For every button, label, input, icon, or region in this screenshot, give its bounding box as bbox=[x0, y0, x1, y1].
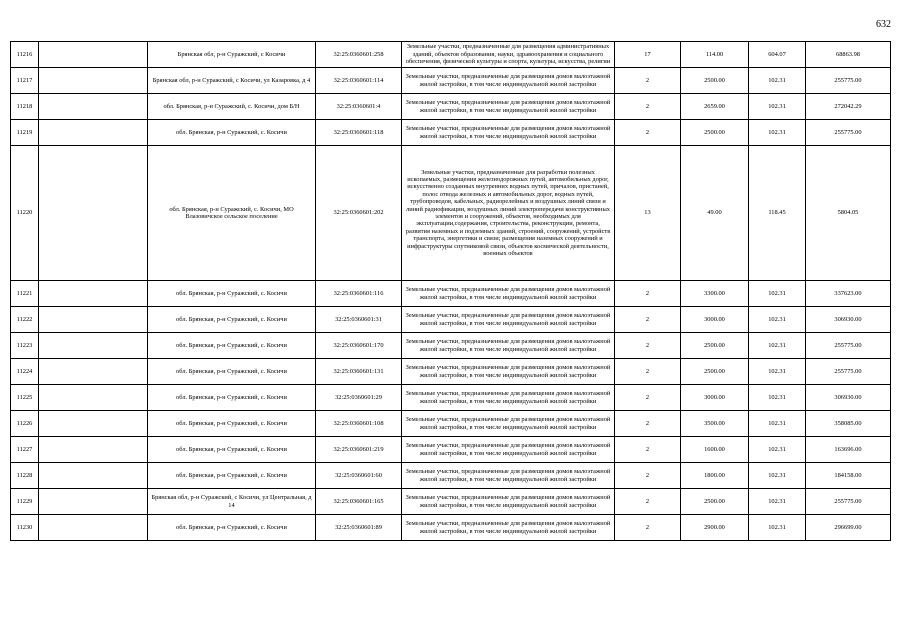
cell-area: 114.00 bbox=[681, 42, 749, 68]
table-row bbox=[11, 42, 891, 68]
cell-cadastral-number: 32:25:0360601:170 bbox=[316, 333, 402, 359]
cell-cadastral-value: 184158.00 bbox=[806, 463, 891, 489]
table-row bbox=[11, 307, 891, 333]
cell-area: 3500.00 bbox=[681, 411, 749, 437]
cell-land-use-purpose: Земельные участки, предназначенные для размещения домов малоэтажной жилой застройки, в том числе индивидуальной жилой застройки bbox=[402, 385, 615, 411]
cell-empty bbox=[39, 437, 148, 463]
cell-empty bbox=[39, 359, 148, 385]
cell-empty bbox=[39, 515, 148, 541]
cell-record-id: 11220 bbox=[11, 146, 39, 281]
cell-cadastral-number: 32:25:0360601:116 bbox=[316, 281, 402, 307]
cell-use-group-code: 2 bbox=[615, 515, 681, 541]
cell-cadastral-value: 306930.00 bbox=[806, 385, 891, 411]
cell-record-id: 11221 bbox=[11, 281, 39, 307]
cell-area: 3000.00 bbox=[681, 385, 749, 411]
cell-cadastral-value: 68863.98 bbox=[806, 42, 891, 68]
cell-land-use-purpose: Земельные участки, предназначенные для размещения домов малоэтажной жилой застройки, в том числе индивидуальной жилой застройки bbox=[402, 515, 615, 541]
cell-use-group-code: 17 bbox=[615, 42, 681, 68]
cell-record-id: 11222 bbox=[11, 307, 39, 333]
table-row bbox=[11, 146, 891, 281]
cell-address: обл. Брянская, р-н Суражский, с. Косичи bbox=[148, 437, 316, 463]
cell-cadastral-value: 255775.00 bbox=[806, 333, 891, 359]
cell-use-group-code: 2 bbox=[615, 120, 681, 146]
cell-cadastral-value: 337623.00 bbox=[806, 281, 891, 307]
table-row bbox=[11, 94, 891, 120]
cell-record-id: 11225 bbox=[11, 385, 39, 411]
cell-use-group-code: 2 bbox=[615, 68, 681, 94]
cell-specific-cadastral-value: 102.31 bbox=[749, 68, 806, 94]
cell-use-group-code: 2 bbox=[615, 281, 681, 307]
cell-cadastral-number: 32:25:0360601:165 bbox=[316, 489, 402, 515]
cell-use-group-code: 2 bbox=[615, 411, 681, 437]
cell-empty bbox=[39, 68, 148, 94]
cell-address: обл. Брянская, р-н Суражский, с. Косичи, дом Б/Н bbox=[148, 94, 316, 120]
cell-cadastral-number: 32:25:0360601:29 bbox=[316, 385, 402, 411]
cell-specific-cadastral-value: 102.31 bbox=[749, 463, 806, 489]
cell-area: 1800.00 bbox=[681, 463, 749, 489]
cell-area: 2500.00 bbox=[681, 68, 749, 94]
cell-specific-cadastral-value: 102.31 bbox=[749, 307, 806, 333]
cadastral-value-table bbox=[10, 41, 891, 541]
cell-area: 2659.00 bbox=[681, 94, 749, 120]
cell-empty bbox=[39, 463, 148, 489]
cell-specific-cadastral-value: 102.31 bbox=[749, 385, 806, 411]
cell-empty bbox=[39, 120, 148, 146]
cell-record-id: 11219 bbox=[11, 120, 39, 146]
cell-area: 3000.00 bbox=[681, 307, 749, 333]
cell-land-use-purpose: Земельные участки, предназначенные для размещения домов малоэтажной жилой застройки, в том числе индивидуальной жилой застройки bbox=[402, 333, 615, 359]
cell-cadastral-number: 32:25:0360601:89 bbox=[316, 515, 402, 541]
table-row bbox=[11, 385, 891, 411]
cell-record-id: 11216 bbox=[11, 42, 39, 68]
cell-specific-cadastral-value: 102.31 bbox=[749, 94, 806, 120]
cell-cadastral-number: 32:25:0360601:202 bbox=[316, 146, 402, 281]
cell-address: обл. Брянская, р-н Суражский, с. Косичи bbox=[148, 359, 316, 385]
cell-area: 2500.00 bbox=[681, 333, 749, 359]
cell-use-group-code: 13 bbox=[615, 146, 681, 281]
cell-address: обл. Брянская, р-н Суражский, с. Косичи bbox=[148, 385, 316, 411]
cell-land-use-purpose: Земельные участки, предназначенные для размещения домов малоэтажной жилой застройки, в том числе индивидуальной жилой застройки bbox=[402, 359, 615, 385]
cell-empty bbox=[39, 307, 148, 333]
cell-specific-cadastral-value: 118.45 bbox=[749, 146, 806, 281]
cell-land-use-purpose: Земельные участки, предназначенные для размещения административных зданий, объектов образования, науки, здравоохранения и социального обеспечения, физической культуры и спорта, культуры, искусства, религии bbox=[402, 42, 615, 68]
cell-cadastral-value: 358085.00 bbox=[806, 411, 891, 437]
cell-cadastral-value: 255775.00 bbox=[806, 120, 891, 146]
cell-cadastral-number: 32:25:0360601:108 bbox=[316, 411, 402, 437]
cell-cadastral-value: 255775.00 bbox=[806, 68, 891, 94]
cell-area: 49.00 bbox=[681, 146, 749, 281]
cell-specific-cadastral-value: 102.31 bbox=[749, 515, 806, 541]
cell-area: 2900.00 bbox=[681, 515, 749, 541]
cell-record-id: 11227 bbox=[11, 437, 39, 463]
cell-cadastral-number: 32:25:0360601:219 bbox=[316, 437, 402, 463]
cell-record-id: 11226 bbox=[11, 411, 39, 437]
cell-empty bbox=[39, 489, 148, 515]
cell-address: обл. Брянская, р-н Суражский, с. Косичи bbox=[148, 281, 316, 307]
cell-specific-cadastral-value: 102.31 bbox=[749, 437, 806, 463]
cell-use-group-code: 2 bbox=[615, 333, 681, 359]
cell-record-id: 11228 bbox=[11, 463, 39, 489]
cell-specific-cadastral-value: 102.31 bbox=[749, 411, 806, 437]
cell-cadastral-number: 32:25:0360601:4 bbox=[316, 94, 402, 120]
cell-cadastral-value: 255775.00 bbox=[806, 489, 891, 515]
table-row bbox=[11, 120, 891, 146]
cell-cadastral-value: 163696.00 bbox=[806, 437, 891, 463]
cell-empty bbox=[39, 146, 148, 281]
cell-empty bbox=[39, 411, 148, 437]
cell-cadastral-number: 32:25:0360601:31 bbox=[316, 307, 402, 333]
cell-record-id: 11217 bbox=[11, 68, 39, 94]
table-row bbox=[11, 463, 891, 489]
cell-cadastral-value: 306930.00 bbox=[806, 307, 891, 333]
cell-specific-cadastral-value: 102.31 bbox=[749, 281, 806, 307]
cell-use-group-code: 2 bbox=[615, 385, 681, 411]
cell-address: обл. Брянская, р-н Суражский, с. Косичи bbox=[148, 411, 316, 437]
cell-address: обл. Брянская, р-н Суражский, с. Косичи bbox=[148, 515, 316, 541]
cell-cadastral-number: 32:25:0360601:131 bbox=[316, 359, 402, 385]
cell-cadastral-value: 296699.00 bbox=[806, 515, 891, 541]
table-row bbox=[11, 281, 891, 307]
cell-land-use-purpose: Земельные участки, предназначенные для размещения домов малоэтажной жилой застройки, в том числе индивидуальной жилой застройки bbox=[402, 463, 615, 489]
cell-area: 2500.00 bbox=[681, 120, 749, 146]
cell-use-group-code: 2 bbox=[615, 94, 681, 120]
table-row bbox=[11, 359, 891, 385]
cell-cadastral-value: 5804.05 bbox=[806, 146, 891, 281]
cell-cadastral-number: 32:25:0360601:118 bbox=[316, 120, 402, 146]
table-row bbox=[11, 437, 891, 463]
cell-cadastral-number: 32:25:0360601:114 bbox=[316, 68, 402, 94]
cell-specific-cadastral-value: 102.31 bbox=[749, 359, 806, 385]
cell-address: обл. Брянская, р-н Суражский, с. Косичи bbox=[148, 307, 316, 333]
cell-address: обл. Брянская, р-н Суражский, с. Косичи bbox=[148, 333, 316, 359]
cell-record-id: 11223 bbox=[11, 333, 39, 359]
cell-address: обл. Брянская, р-н Суражский, с. Косичи, МО Влазовичское сельское поселение bbox=[148, 146, 316, 281]
cell-empty bbox=[39, 42, 148, 68]
cell-land-use-purpose: Земельные участки, предназначенные для размещения домов малоэтажной жилой застройки, в том числе индивидуальной жилой застройки bbox=[402, 120, 615, 146]
cell-use-group-code: 2 bbox=[615, 489, 681, 515]
cell-land-use-purpose: Земельные участки, предназначенные для размещения домов малоэтажной жилой застройки, в том числе индивидуальной жилой застройки bbox=[402, 437, 615, 463]
cell-land-use-purpose: Земельные участки, предназначенные для размещения домов малоэтажной жилой застройки, в том числе индивидуальной жилой застройки bbox=[402, 489, 615, 515]
cell-specific-cadastral-value: 102.31 bbox=[749, 489, 806, 515]
cell-use-group-code: 2 bbox=[615, 359, 681, 385]
cell-record-id: 11230 bbox=[11, 515, 39, 541]
table-row bbox=[11, 68, 891, 94]
table-row bbox=[11, 489, 891, 515]
cell-land-use-purpose: Земельные участки, предназначенные для размещения домов малоэтажной жилой застройки, в том числе индивидуальной жилой застройки bbox=[402, 94, 615, 120]
cell-record-id: 11218 bbox=[11, 94, 39, 120]
cell-area: 3300.00 bbox=[681, 281, 749, 307]
cell-record-id: 11229 bbox=[11, 489, 39, 515]
cell-specific-cadastral-value: 604.07 bbox=[749, 42, 806, 68]
cell-address: Брянская обл, р-н Суражский, с Косичи, ул Казаровка, д 4 bbox=[148, 68, 316, 94]
cell-cadastral-number: 32:25:0360601:258 bbox=[316, 42, 402, 68]
cell-land-use-purpose: Земельные участки, предназначенные для размещения домов малоэтажной жилой застройки, в том числе индивидуальной жилой застройки bbox=[402, 307, 615, 333]
cell-address: Брянская обл, р-н Суражский, с Косичи, ул Центральная, д 14 bbox=[148, 489, 316, 515]
cell-use-group-code: 2 bbox=[615, 463, 681, 489]
cell-land-use-purpose: Земельные участки, предназначенные для размещения домов малоэтажной жилой застройки, в том числе индивидуальной жилой застройки bbox=[402, 68, 615, 94]
cell-empty bbox=[39, 385, 148, 411]
cell-area: 2500.00 bbox=[681, 359, 749, 385]
cell-cadastral-number: 32:25:0360601:60 bbox=[316, 463, 402, 489]
cell-area: 2500.00 bbox=[681, 489, 749, 515]
cell-use-group-code: 2 bbox=[615, 307, 681, 333]
cell-specific-cadastral-value: 102.31 bbox=[749, 333, 806, 359]
cell-address: Брянская обл, р-н Суражский, с Косичи bbox=[148, 42, 316, 68]
cell-use-group-code: 2 bbox=[615, 437, 681, 463]
cell-cadastral-value: 272042.29 bbox=[806, 94, 891, 120]
cell-address: обл. Брянская, р-н Суражский, с. Косичи bbox=[148, 463, 316, 489]
cell-cadastral-value: 255775.00 bbox=[806, 359, 891, 385]
cell-land-use-purpose: Земельные участки, предназначенные для разработки полезных ископаемых, размещения железнодорожных путей, автомобильных дорог, искусственно созданных внутренних водных путей, причалов, пристаней, полос отвода железных и автомобильных дорог, водных путей, трубопроводов, кабельных, радиорелейных и воздушных линий связи и линий радиофикации, воздушных линий электропередачи конструктивных элементов и сооружений, объектов, необходимых для эксплуатации,содержания, строительства, реконструкции, ремонта, развития наземных и подземных зданий, строений, сооружений, устройств транспорта, энергетики и связи; размещения наземных сооружений и инфраструктуры спутниковой связи, объектов космической деятельности, военных объектов bbox=[402, 146, 615, 281]
cell-area: 1600.00 bbox=[681, 437, 749, 463]
table-row bbox=[11, 411, 891, 437]
cell-specific-cadastral-value: 102.31 bbox=[749, 120, 806, 146]
page-number: 632 bbox=[876, 19, 891, 30]
cell-empty bbox=[39, 333, 148, 359]
table-row bbox=[11, 333, 891, 359]
cell-land-use-purpose: Земельные участки, предназначенные для размещения домов малоэтажной жилой застройки, в том числе индивидуальной жилой застройки bbox=[402, 281, 615, 307]
cell-land-use-purpose: Земельные участки, предназначенные для размещения домов малоэтажной жилой застройки, в том числе индивидуальной жилой застройки bbox=[402, 411, 615, 437]
cell-empty bbox=[39, 281, 148, 307]
cell-record-id: 11224 bbox=[11, 359, 39, 385]
table-row bbox=[11, 515, 891, 541]
cell-address: обл. Брянская, р-н Суражский, с. Косичи bbox=[148, 120, 316, 146]
cell-empty bbox=[39, 94, 148, 120]
